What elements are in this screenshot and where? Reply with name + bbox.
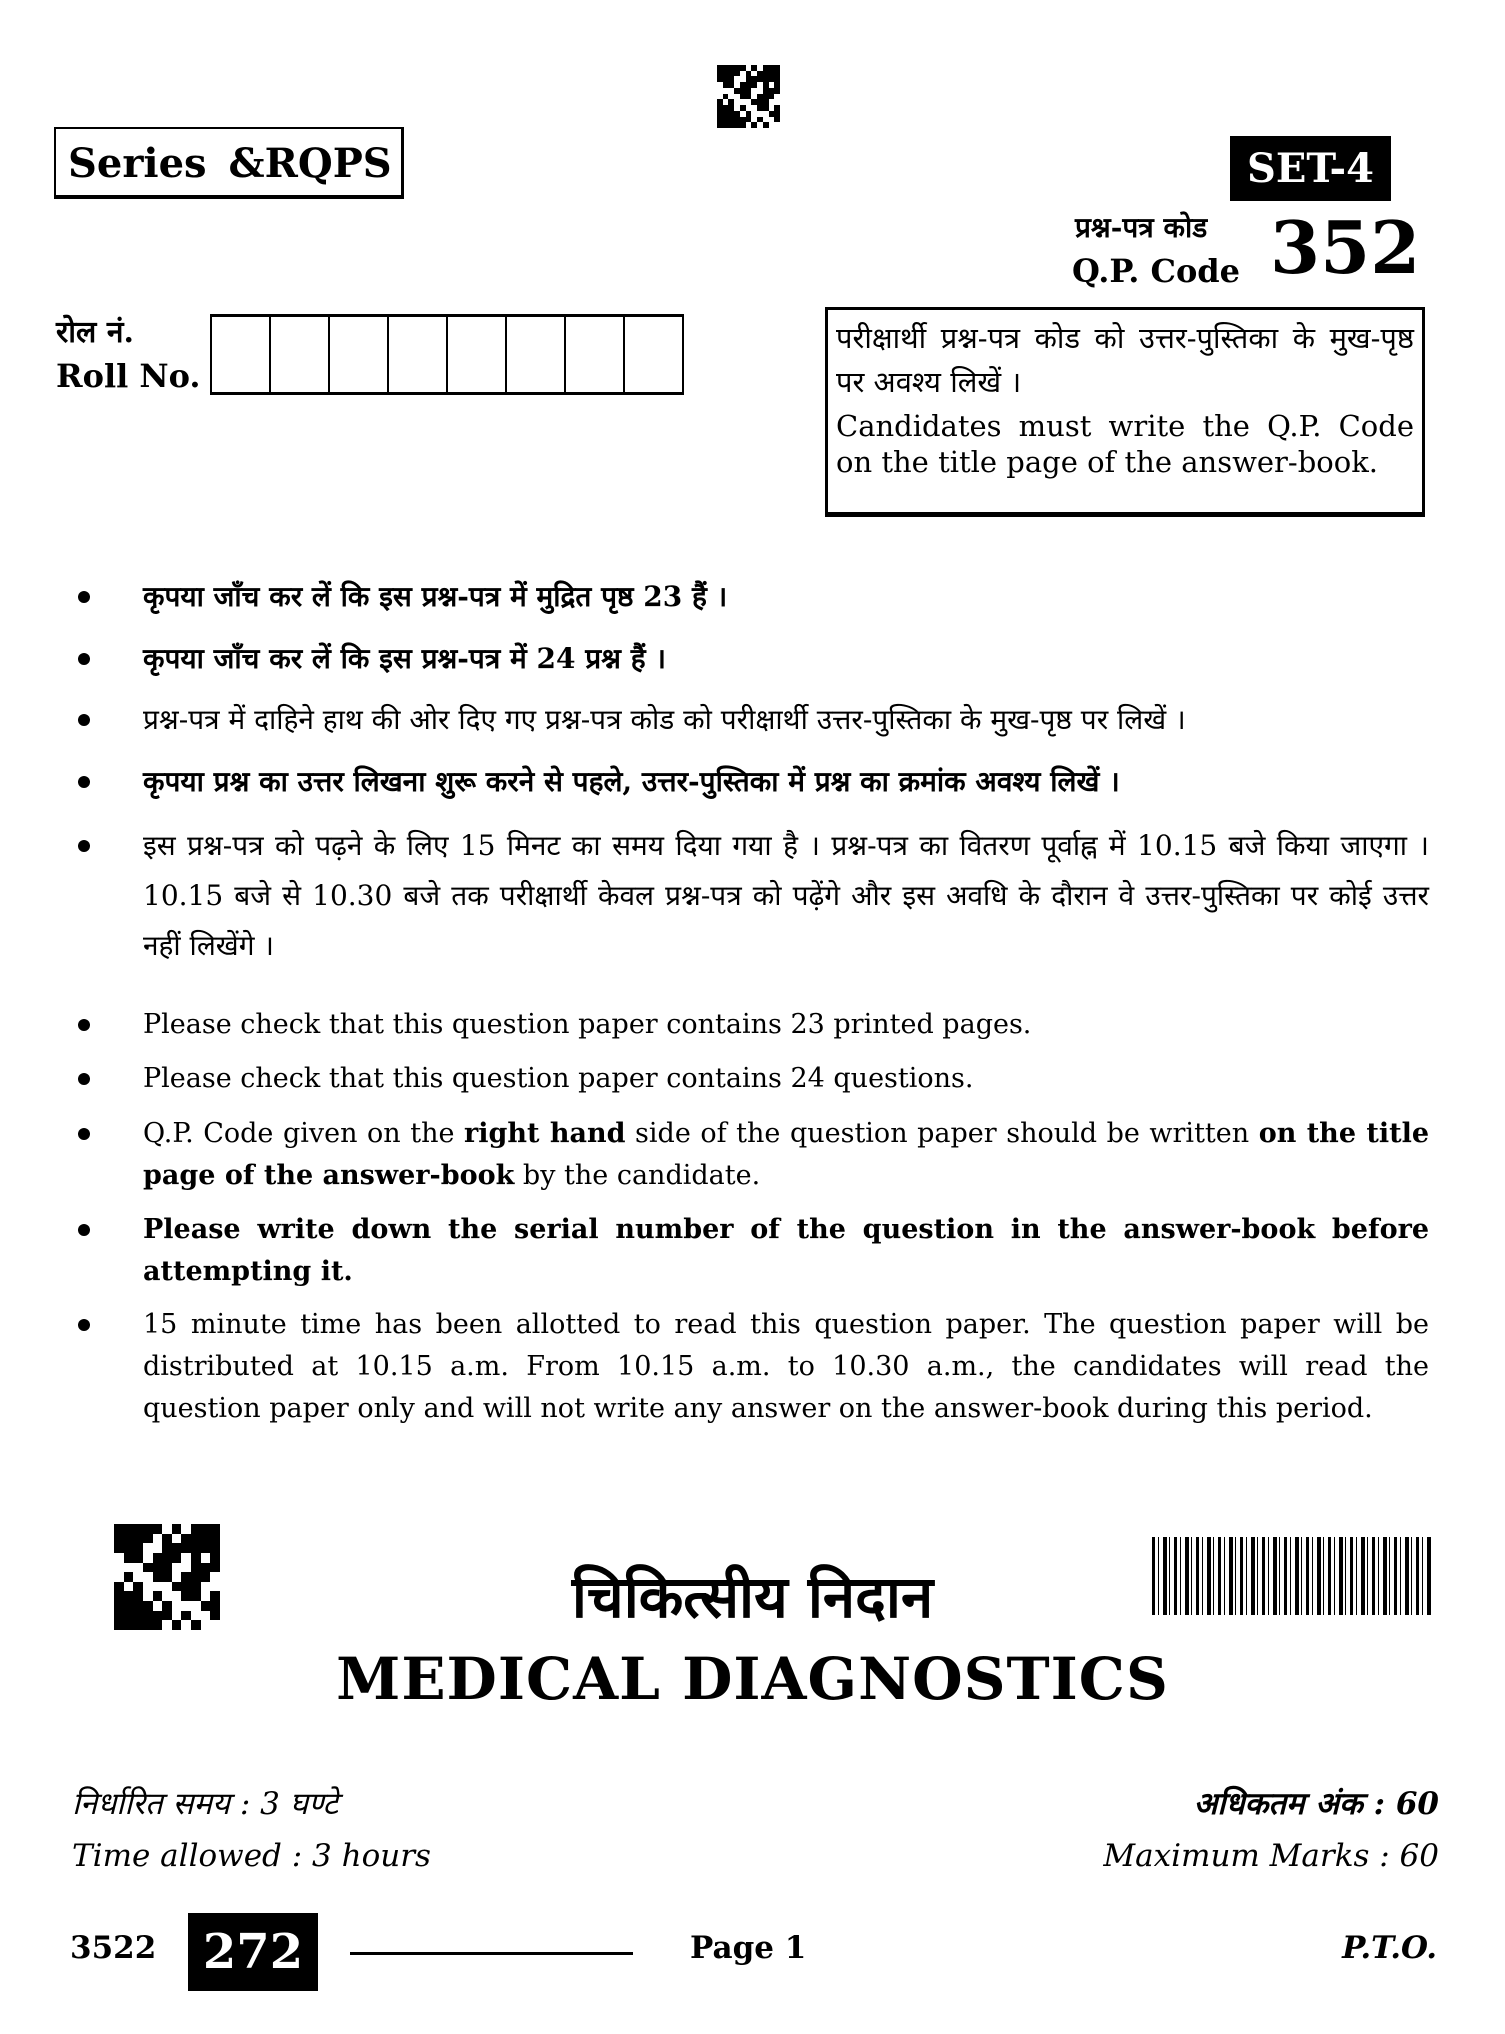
roll-number-boxes[interactable] xyxy=(210,314,684,395)
max-marks-hi: अधिकतम अंक : 60 xyxy=(1193,1786,1439,1822)
subject-title-hi: चिकित्सीय निदान xyxy=(571,1563,934,1631)
bullet-icon xyxy=(78,776,90,788)
bullet-icon xyxy=(78,653,90,665)
instruction-hi-5: इस प्रश्न-पत्र को पढ़ने के लिए 15 मिनट का समय दिया गया है । प्रश्न-पत्र का वितरण पूर्वाह्न में 10.15 बजे किया जाएगा । 10.15 बजे से 10.30 बजे तक परीक्षार्थी केवल प्रश्न-पत्र को पढ़ेंगे और इस अवधि के दौरान वे उत्तर-पुस्तिका पर कोई उत्तर नहीं लिखेंगे । xyxy=(143,829,1429,962)
roll-label-en: Roll No. xyxy=(56,357,201,395)
time-allowed-en: Time allowed : 3 hours xyxy=(72,1838,431,1874)
roll-digit-box[interactable] xyxy=(448,317,507,392)
paper-box-code: 272 xyxy=(188,1913,318,1991)
notice-hi: परीक्षार्थी प्रश्न-पत्र कोड को उत्तर-पुस्तिका के मुख-पृष्ठ पर अवश्य लिखें । xyxy=(836,321,1414,399)
bullet-icon xyxy=(78,1319,90,1331)
roll-label-hi: रोल नं. xyxy=(56,315,134,350)
instruction-hi-1: कृपया जाँच कर लें कि इस प्रश्न-पत्र में मुद्रित पृष्ठ 23 हैं । xyxy=(143,580,728,613)
max-marks-en: Maximum Marks : 60 xyxy=(1103,1838,1439,1874)
qp-code-label-en: Q.P. Code xyxy=(1072,252,1241,290)
text-bold: right hand xyxy=(464,1118,626,1149)
page-number: Page 1 xyxy=(690,1930,807,1966)
time-allowed-hi: निर्धारित समय : 3 घण्टे xyxy=(72,1786,339,1822)
qp-code-label-hi: प्रश्न-पत्र कोड xyxy=(1075,211,1208,244)
qp-code-value: 352 xyxy=(1270,205,1421,290)
bullet-icon xyxy=(78,1073,90,1085)
roll-digit-box[interactable] xyxy=(566,317,625,392)
pto-label: P.T.O. xyxy=(1342,1930,1437,1966)
text-bold: on the title page of the answer-book xyxy=(143,1118,1430,1191)
roll-digit-box[interactable] xyxy=(271,317,330,392)
instruction-en-5: 15 minute time has been allotted to read this question paper. The question paper will be distributed at 10.15 a.m. From 10.15 a.m. to 10.30 a.m., the candidates will read the question paper only and will not write any answer on the answer-book during this period. xyxy=(143,1309,1429,1424)
bullet-icon xyxy=(78,714,90,726)
roll-digit-box[interactable] xyxy=(330,317,389,392)
bullet-icon xyxy=(78,1019,90,1031)
instruction-hi-2: कृपया जाँच कर लें कि इस प्रश्न-पत्र में 24 प्रश्न हैं । xyxy=(143,642,666,675)
divider-line xyxy=(350,1952,633,1955)
bullet-icon xyxy=(78,591,90,603)
set-badge: SET-4 xyxy=(1230,136,1391,201)
bullet-icon xyxy=(78,1224,90,1236)
roll-digit-box[interactable] xyxy=(212,317,271,392)
instruction-en-2: Please check that this question paper contains 24 questions. xyxy=(143,1063,974,1094)
bullet-icon xyxy=(78,840,90,852)
paper-code: 3522 xyxy=(70,1930,157,1966)
instruction-hi-3: प्रश्न-पत्र में दाहिने हाथ की ओर दिए गए प्रश्न-पत्र कोड को परीक्षार्थी उत्तर-पुस्तिका के मुख-पृष्ठ पर लिखें । xyxy=(143,703,1186,736)
bullet-icon xyxy=(78,1128,90,1140)
subject-title-en: MEDICAL DIAGNOSTICS xyxy=(336,1645,1169,1713)
text: side of the question paper should be written xyxy=(625,1118,1259,1149)
roll-digit-box[interactable] xyxy=(389,317,448,392)
text: by the candidate. xyxy=(514,1160,761,1191)
instruction-en-3 xyxy=(143,1113,1429,1197)
qr-code-top xyxy=(717,65,780,128)
roll-digit-box[interactable] xyxy=(507,317,566,392)
series-label: Series &RQPS xyxy=(54,127,404,199)
instruction-en-4: Please write down the serial number of the question in the answer-book before attempting it. xyxy=(143,1214,1429,1287)
notice-en: Candidates must write the Q.P. Code on the title page of the answer-book. xyxy=(836,409,1414,479)
roll-digit-box[interactable] xyxy=(625,317,684,392)
instruction-en-1: Please check that this question paper contains 23 printed pages. xyxy=(143,1009,1032,1040)
text: Q.P. Code given on the xyxy=(143,1118,465,1149)
instruction-hi-4: कृपया प्रश्न का उत्तर लिखना शुरू करने से पहले, उत्तर-पुस्तिका में प्रश्न का क्रमांक अवश्य लिखें । xyxy=(143,765,1120,798)
qp-code-notice-box xyxy=(825,307,1425,517)
